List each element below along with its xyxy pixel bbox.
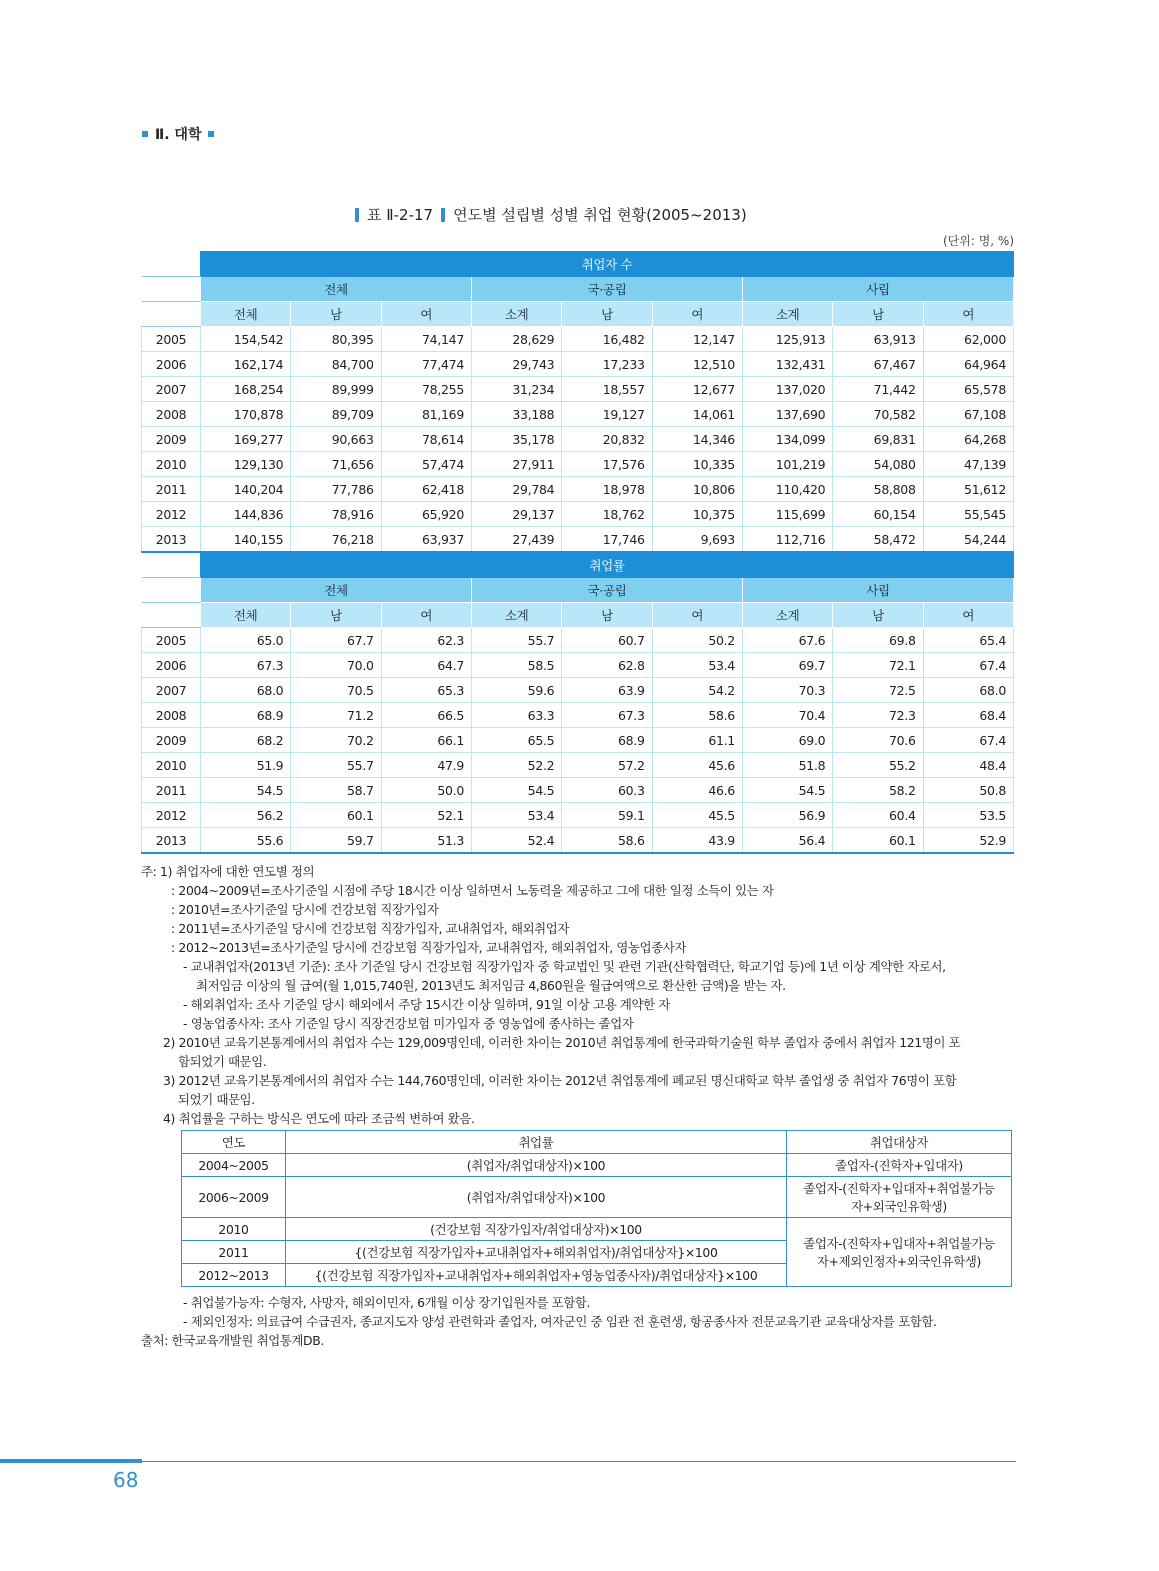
value-cell: 162,174 [201, 352, 291, 377]
table-label: 표 Ⅱ-2-17 [367, 206, 434, 224]
subcol-header: 소계 [471, 603, 561, 628]
value-cell: 140,155 [201, 527, 291, 553]
note-line: 2) 2010년 교육기본통계에서의 취업자 수는 129,009명인데, 이러한 차이는 2010년 취업통계에 한국과학기술원 학부 졸업자 중에서 취업자 121명이 포 [163, 1035, 961, 1050]
value-cell: 67.7 [291, 628, 381, 653]
value-cell: 10,375 [652, 502, 742, 527]
square-bullet-icon [142, 131, 148, 137]
value-cell: 78,916 [291, 502, 381, 527]
value-cell: 70.0 [291, 653, 381, 678]
sub-formula: {(건강보험 직장가입자+교내취업자+해외취업자+영농업종사자)/취업대상자}×100 [286, 1264, 787, 1287]
value-cell: 67.4 [923, 728, 1013, 753]
value-cell: 68.4 [923, 703, 1013, 728]
value-cell: 154,542 [201, 327, 291, 352]
value-cell: 78,614 [381, 427, 471, 452]
value-cell: 67,467 [833, 352, 923, 377]
value-cell: 144,836 [201, 502, 291, 527]
group-header: 국·공립 [471, 578, 742, 603]
note-line: - 영농업종사자: 조사 기준일 당시 직장건강보험 미가입자 중 영농업에 종사하는 졸업자 [183, 1016, 634, 1031]
sub-header: 연도 [182, 1131, 286, 1154]
value-cell: 80,395 [291, 327, 381, 352]
note-line: - 취업불가능자: 수형자, 사망자, 해외이민자, 6개월 이상 장기입원자를 포함함. [183, 1295, 591, 1310]
value-cell: 132,431 [742, 352, 832, 377]
note-line: - 해외취업자: 조사 기준일 당시 해외에서 주당 15시간 이상 일하며, 91일 이상 고용 계약한 자 [183, 997, 670, 1012]
note-line: 주: 1) 취업자에 대한 연도별 정의 [141, 864, 315, 879]
value-cell: 68.0 [923, 678, 1013, 703]
value-cell: 47,139 [923, 452, 1013, 477]
unit-label: (단위: 명, %) [942, 234, 1014, 248]
value-cell: 89,999 [291, 377, 381, 402]
value-cell: 70,582 [833, 402, 923, 427]
value-cell: 137,690 [742, 402, 832, 427]
value-cell: 69.0 [742, 728, 832, 753]
note-line: - 교내취업자(2013년 기준): 조사 기준일 당시 건강보험 직장가입자 중 학교법인 및 관련 기관(산학협력단, 학교기업 등)에 1년 이상 계약한 자로서, [183, 959, 946, 974]
value-cell: 52.1 [381, 803, 471, 828]
value-cell: 69.7 [742, 653, 832, 678]
value-cell: 59.6 [471, 678, 561, 703]
value-cell: 90,663 [291, 427, 381, 452]
value-cell: 72.3 [833, 703, 923, 728]
value-cell: 54.2 [652, 678, 742, 703]
value-cell: 67.3 [201, 653, 291, 678]
value-cell: 70.6 [833, 728, 923, 753]
value-cell: 112,716 [742, 527, 832, 553]
value-cell: 28,629 [471, 327, 561, 352]
value-cell: 10,335 [652, 452, 742, 477]
value-cell: 51.8 [742, 753, 832, 778]
value-cell: 69.8 [833, 628, 923, 653]
value-cell: 12,677 [652, 377, 742, 402]
table-row [142, 352, 1014, 377]
rate-header [142, 552, 1014, 628]
value-cell: 169,277 [201, 427, 291, 452]
value-cell: 71.2 [291, 703, 381, 728]
note-line: 되었기 때문임. [178, 1092, 255, 1107]
note-line: : 2010년=조사기준일 당시에 건강보험 직장가입자 [171, 902, 439, 917]
subcol-header: 여 [381, 603, 471, 628]
year-cell: 2008 [142, 402, 201, 427]
value-cell: 27,911 [471, 452, 561, 477]
value-cell: 170,878 [201, 402, 291, 427]
value-cell: 68.9 [562, 728, 652, 753]
value-cell: 54,080 [833, 452, 923, 477]
value-cell: 35,178 [471, 427, 561, 452]
value-cell: 89,709 [291, 402, 381, 427]
value-cell: 58.5 [471, 653, 561, 678]
value-cell: 68.9 [201, 703, 291, 728]
value-cell: 12,147 [652, 327, 742, 352]
year-cell: 2006 [142, 653, 201, 678]
value-cell: 57.2 [562, 753, 652, 778]
value-cell: 18,557 [562, 377, 652, 402]
square-bullet-icon [208, 131, 214, 137]
value-cell: 56.2 [201, 803, 291, 828]
value-cell: 58,808 [833, 477, 923, 502]
subcol-header: 남 [833, 603, 923, 628]
value-cell: 68.2 [201, 728, 291, 753]
table-row [142, 828, 1014, 854]
value-cell: 17,746 [562, 527, 652, 553]
value-cell: 43.9 [652, 828, 742, 854]
value-cell: 60.1 [833, 828, 923, 854]
footnotes [141, 862, 1016, 1128]
value-cell: 65,920 [381, 502, 471, 527]
value-cell: 76,218 [291, 527, 381, 553]
note-line: 4) 취업률을 구하는 방식은 연도에 따라 조금씩 변하여 왔음. [163, 1111, 475, 1126]
subcol-header: 여 [923, 603, 1013, 628]
value-cell: 77,786 [291, 477, 381, 502]
value-cell: 17,233 [562, 352, 652, 377]
value-cell: 53.5 [923, 803, 1013, 828]
sub-formula: {(건강보험 직장가입자+교내취업자+해외취업자)/취업대상자}×100 [286, 1241, 787, 1264]
bar-marker-icon [355, 208, 359, 222]
value-cell: 70.2 [291, 728, 381, 753]
value-cell: 84,700 [291, 352, 381, 377]
note-line: 최저임금 이상의 월 급여(월 1,015,740원, 2013년도 최저임금 4,860원을 월급여액으로 환산한 금액)을 받는 자. [196, 978, 786, 993]
subcol-header: 여 [652, 603, 742, 628]
sub-target-line: 졸업자-(진학자+입대자+취업불가능 [803, 1236, 995, 1251]
value-cell: 65,578 [923, 377, 1013, 402]
count-body [142, 327, 1014, 553]
table-row [142, 377, 1014, 402]
subcol-header: 남 [562, 603, 652, 628]
rate-method-table [181, 1130, 1012, 1287]
value-cell: 16,482 [562, 327, 652, 352]
value-cell: 17,576 [562, 452, 652, 477]
value-cell: 74,147 [381, 327, 471, 352]
value-cell: 58.7 [291, 778, 381, 803]
value-cell: 64.7 [381, 653, 471, 678]
table-row [142, 753, 1014, 778]
year-cell: 2007 [142, 377, 201, 402]
note-line: 3) 2012년 교육기본통계에서의 취업자 수는 144,760명인데, 이러한 차이는 2012년 취업통계에 폐교된 명신대학교 학부 졸업생 중 취업자 76명이 포함 [163, 1073, 957, 1088]
value-cell: 65.0 [201, 628, 291, 653]
value-cell: 18,978 [562, 477, 652, 502]
value-cell: 33,188 [471, 402, 561, 427]
value-cell: 72.5 [833, 678, 923, 703]
value-cell: 63,913 [833, 327, 923, 352]
year-cell: 2007 [142, 678, 201, 703]
subcol-header: 남 [562, 302, 652, 327]
value-cell: 70.4 [742, 703, 832, 728]
section-header [142, 124, 214, 144]
value-cell: 50.8 [923, 778, 1013, 803]
rate-body [142, 628, 1014, 854]
subcol-header: 여 [381, 302, 471, 327]
value-cell: 68.0 [201, 678, 291, 703]
table-caption [355, 204, 815, 225]
value-cell: 65.3 [381, 678, 471, 703]
value-cell: 67,108 [923, 402, 1013, 427]
table-row [142, 678, 1014, 703]
value-cell: 51.9 [201, 753, 291, 778]
value-cell: 59.1 [562, 803, 652, 828]
subcol-header: 소계 [471, 302, 561, 327]
value-cell: 125,913 [742, 327, 832, 352]
value-cell: 62.3 [381, 628, 471, 653]
source-line: 출처: 한국교육개발원 취업통계DB. [141, 1333, 324, 1348]
rate-section-header: 취업률 [201, 552, 1014, 578]
group-header: 전체 [201, 578, 472, 603]
sub-target [787, 1177, 1012, 1218]
value-cell: 56.9 [742, 803, 832, 828]
table-row [142, 427, 1014, 452]
value-cell: 60,154 [833, 502, 923, 527]
value-cell: 53.4 [471, 803, 561, 828]
value-cell: 60.7 [562, 628, 652, 653]
table-row [142, 803, 1014, 828]
value-cell: 134,099 [742, 427, 832, 452]
value-cell: 55.6 [201, 828, 291, 854]
year-cell: 2011 [142, 477, 201, 502]
year-cell: 2013 [142, 828, 201, 854]
group-header: 전체 [201, 277, 472, 302]
value-cell: 70.5 [291, 678, 381, 703]
subcol-header: 전체 [201, 603, 291, 628]
sub-formula: (취업자/취업대상자)×100 [286, 1154, 787, 1177]
group-header: 국·공립 [471, 277, 742, 302]
sub-header: 취업률 [286, 1131, 787, 1154]
group-header: 사립 [742, 277, 1013, 302]
year-cell: 2008 [142, 703, 201, 728]
note-line: 함되었기 때문임. [178, 1054, 267, 1069]
year-cell: 2012 [142, 803, 201, 828]
value-cell: 47.9 [381, 753, 471, 778]
value-cell: 10,806 [652, 477, 742, 502]
value-cell: 54.5 [471, 778, 561, 803]
table-title-text: 연도별 설립별 성별 취업 현황(2005~2013) [453, 206, 747, 224]
value-cell: 59.7 [291, 828, 381, 854]
value-cell: 110,420 [742, 477, 832, 502]
value-cell: 72.1 [833, 653, 923, 678]
table-row [142, 703, 1014, 728]
value-cell: 51.3 [381, 828, 471, 854]
table-row [142, 502, 1014, 527]
value-cell: 55.7 [471, 628, 561, 653]
value-cell: 9,693 [652, 527, 742, 553]
note-line: : 2011년=조사기준일 당시에 건강보험 직장가입자, 교내취업자, 해외취업자 [171, 921, 570, 936]
value-cell: 62.8 [562, 653, 652, 678]
subcol-header: 여 [652, 302, 742, 327]
value-cell: 64,964 [923, 352, 1013, 377]
sub-formula: (취업자/취업대상자)×100 [286, 1177, 787, 1218]
table-row [142, 327, 1014, 352]
sub-year: 2006~2009 [182, 1177, 286, 1218]
sub-target-line: 자+제외인정자+외국인유학생) [817, 1254, 981, 1269]
value-cell: 14,061 [652, 402, 742, 427]
value-cell: 46.6 [652, 778, 742, 803]
value-cell: 55.2 [833, 753, 923, 778]
value-cell: 18,762 [562, 502, 652, 527]
sub-target: 졸업자-(진학자+입대자) [787, 1154, 1012, 1177]
subcol-header: 소계 [742, 603, 832, 628]
value-cell: 70.3 [742, 678, 832, 703]
value-cell: 137,020 [742, 377, 832, 402]
value-cell: 54,244 [923, 527, 1013, 553]
value-cell: 52.9 [923, 828, 1013, 854]
value-cell: 77,474 [381, 352, 471, 377]
value-cell: 66.5 [381, 703, 471, 728]
value-cell: 29,137 [471, 502, 561, 527]
value-cell: 60.4 [833, 803, 923, 828]
value-cell: 29,743 [471, 352, 561, 377]
value-cell: 58.6 [652, 703, 742, 728]
value-cell: 55,545 [923, 502, 1013, 527]
year-cell: 2009 [142, 728, 201, 753]
sub-target-line: 자+외국인유학생) [851, 1199, 947, 1214]
group-header: 사립 [742, 578, 1013, 603]
value-cell: 29,784 [471, 477, 561, 502]
subcol-header: 전체 [201, 302, 291, 327]
value-cell: 115,699 [742, 502, 832, 527]
employment-table [141, 251, 1014, 854]
value-cell: 140,204 [201, 477, 291, 502]
value-cell: 27,439 [471, 527, 561, 553]
subcol-header: 남 [291, 603, 381, 628]
sub-year: 2012~2013 [182, 1264, 286, 1287]
value-cell: 101,219 [742, 452, 832, 477]
value-cell: 63.9 [562, 678, 652, 703]
year-cell: 2005 [142, 327, 201, 352]
value-cell: 51,612 [923, 477, 1013, 502]
value-cell: 54.5 [201, 778, 291, 803]
count-section-header: 취업자 수 [201, 252, 1014, 277]
value-cell: 19,127 [562, 402, 652, 427]
value-cell: 71,656 [291, 452, 381, 477]
year-cell: 2010 [142, 753, 201, 778]
value-cell: 168,254 [201, 377, 291, 402]
value-cell: 58.6 [562, 828, 652, 854]
value-cell: 56.4 [742, 828, 832, 854]
table-row [142, 477, 1014, 502]
value-cell: 53.4 [652, 653, 742, 678]
subcol-header: 남 [291, 302, 381, 327]
footer-rule [0, 1461, 1016, 1462]
table-row [142, 452, 1014, 477]
value-cell: 81,169 [381, 402, 471, 427]
value-cell: 62,418 [381, 477, 471, 502]
note-line: : 2012~2013년=조사기준일 당시에 건강보험 직장가입자, 교내취업자, 해외취업자, 영농업종사자 [171, 940, 687, 955]
value-cell: 20,832 [562, 427, 652, 452]
value-cell: 60.1 [291, 803, 381, 828]
section-title: Ⅱ. 대학 [155, 127, 202, 143]
sub-formula: (건강보험 직장가입자/취업대상자)×100 [286, 1218, 787, 1241]
subcol-header: 소계 [742, 302, 832, 327]
value-cell: 45.6 [652, 753, 742, 778]
year-cell: 2011 [142, 778, 201, 803]
value-cell: 67.3 [562, 703, 652, 728]
value-cell: 71,442 [833, 377, 923, 402]
value-cell: 66.1 [381, 728, 471, 753]
value-cell: 65.5 [471, 728, 561, 753]
value-cell: 12,510 [652, 352, 742, 377]
table-row [142, 653, 1014, 678]
value-cell: 50.0 [381, 778, 471, 803]
value-cell: 57,474 [381, 452, 471, 477]
value-cell: 55.7 [291, 753, 381, 778]
table-row [142, 402, 1014, 427]
value-cell: 63,937 [381, 527, 471, 553]
year-cell: 2006 [142, 352, 201, 377]
value-cell: 45.5 [652, 803, 742, 828]
year-cell: 2010 [142, 452, 201, 477]
sub-target-line: 졸업자-(진학자+입대자+취업불가능 [803, 1181, 995, 1196]
bar-marker-icon [441, 208, 445, 222]
count-header [142, 252, 1014, 327]
year-cell: 2005 [142, 628, 201, 653]
value-cell: 54.5 [742, 778, 832, 803]
sub-year: 2011 [182, 1241, 286, 1264]
sub-year: 2010 [182, 1218, 286, 1241]
sub-target [787, 1218, 1012, 1287]
table-row [142, 628, 1014, 653]
value-cell: 129,130 [201, 452, 291, 477]
value-cell: 31,234 [471, 377, 561, 402]
value-cell: 52.2 [471, 753, 561, 778]
value-cell: 58.2 [833, 778, 923, 803]
subcol-header: 여 [923, 302, 1013, 327]
value-cell: 63.3 [471, 703, 561, 728]
subcol-header: 남 [833, 302, 923, 327]
year-cell: 2009 [142, 427, 201, 452]
value-cell: 78,255 [381, 377, 471, 402]
value-cell: 52.4 [471, 828, 561, 854]
note-line: : 2004~2009년=조사기준일 시점에 주당 18시간 이상 일하면서 노동력을 제공하고 그에 대한 일정 소득이 있는 자 [171, 883, 774, 898]
year-cell: 2012 [142, 502, 201, 527]
value-cell: 69,831 [833, 427, 923, 452]
value-cell: 67.4 [923, 653, 1013, 678]
table-row [142, 728, 1014, 753]
value-cell: 64,268 [923, 427, 1013, 452]
sub-year: 2004~2005 [182, 1154, 286, 1177]
note-line: - 제외인정자: 의료급여 수급권자, 종교지도자 양성 관련학과 졸업자, 여자군인 중 임관 전 훈련생, 항공종사자 전문교육기관 교육대상자를 포함함. [183, 1314, 937, 1329]
value-cell: 67.6 [742, 628, 832, 653]
value-cell: 48.4 [923, 753, 1013, 778]
value-cell: 50.2 [652, 628, 742, 653]
table-row [142, 527, 1014, 553]
table-row [142, 778, 1014, 803]
value-cell: 65.4 [923, 628, 1013, 653]
value-cell: 62,000 [923, 327, 1013, 352]
tail-notes [141, 1293, 1016, 1350]
value-cell: 58,472 [833, 527, 923, 553]
value-cell: 61.1 [652, 728, 742, 753]
sub-header: 취업대상자 [787, 1131, 1012, 1154]
value-cell: 14,346 [652, 427, 742, 452]
page-number: 68 [113, 1468, 139, 1492]
year-cell: 2013 [142, 527, 201, 553]
value-cell: 60.3 [562, 778, 652, 803]
